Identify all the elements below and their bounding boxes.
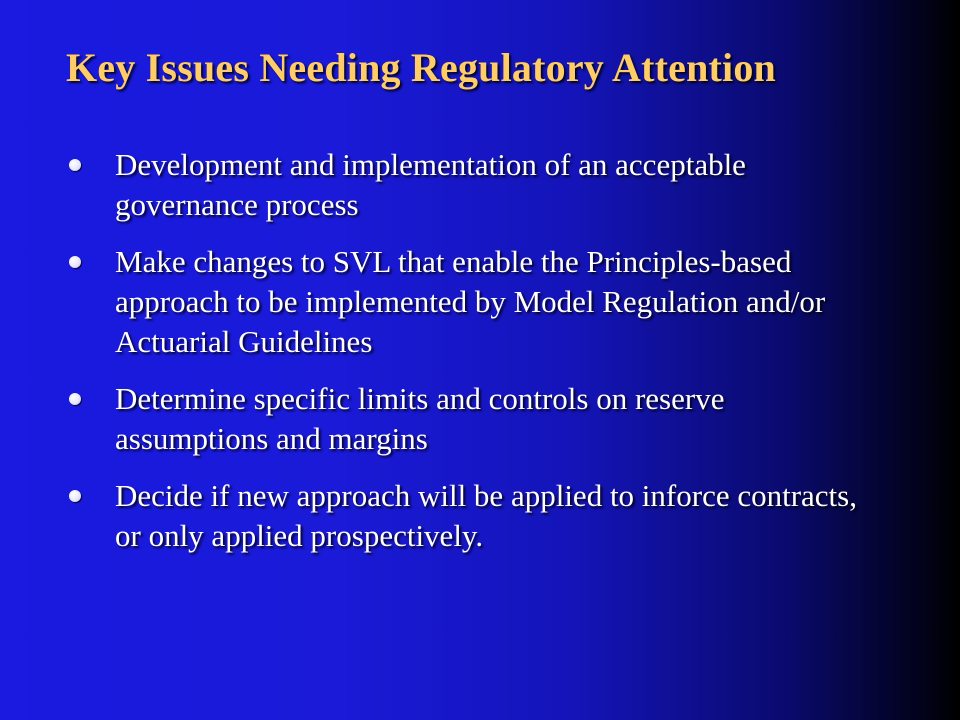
bullet-text: Decide if new approach will be applied to inforce contracts, or only applied prospectively. [115,478,857,553]
list-item [66,476,866,556]
bullet-dot-icon [69,159,81,171]
list-item [66,145,866,225]
bullet-text: Make changes to SVL that enable the Principles-based approach to be implemented by Model Regulation and/or Actuarial Guidelines [115,244,826,359]
bullet-dot-icon [69,393,81,405]
bullet-dot-icon [69,256,81,268]
bullet-text: Development and implementation of an acceptable governance process [115,147,746,222]
bullet-text: Determine specific limits and controls on reserve assumptions and margins [115,381,725,456]
slide-title: Key Issues Needing Regulatory Attention [66,45,777,90]
bullet-list [66,145,866,573]
list-item [66,379,866,459]
bullet-dot-icon [69,490,81,502]
list-item [66,242,866,362]
